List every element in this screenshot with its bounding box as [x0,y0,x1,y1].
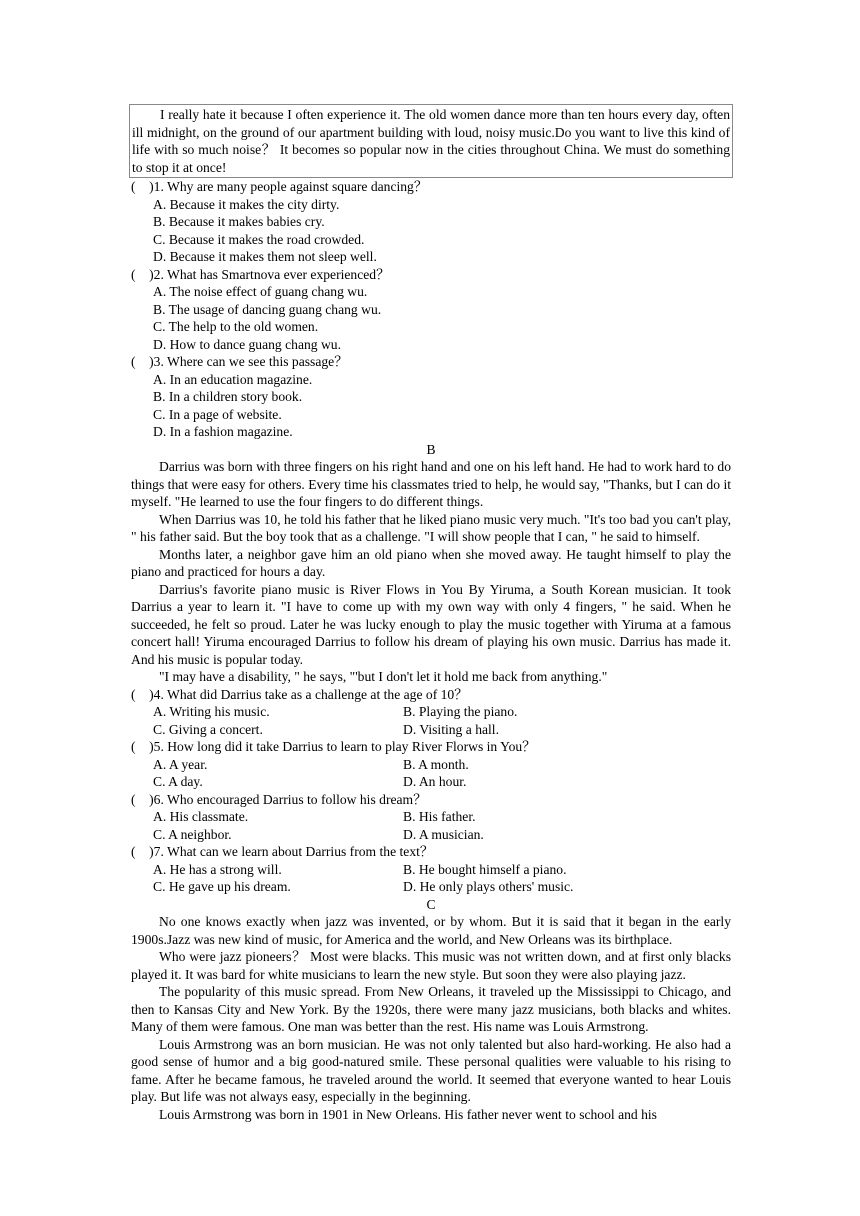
options [131,861,731,896]
option-a: A. Because it makes the city dirty. [153,196,340,212]
paragraph: Darrius was born with three fingers on his right hand and one on his left hand. He had to work hard to do things that were easy for others. Every time his classmates tried to help, he would say, "Thanks, but I can do it myself. "He learned to use the four fingers to do different things. [131,459,731,509]
option-a: A. His classmate. [153,809,249,824]
question-6 [131,791,731,844]
option-d: D. Visiting a hall. [403,721,499,737]
section-b-heading: B [426,441,436,457]
option-c: C. Because it makes the road crowded. [153,231,365,247]
paragraph: Months later, a neighbor gave him an old piano when she moved away. He taught himself to play the piano and practiced for hours a day. [131,546,731,579]
option-b: B. His father. [403,809,476,824]
question-5 [131,738,731,791]
passage-a-box [129,104,733,178]
option-b: B. In a children story book. [153,389,303,404]
option-b: B. A month. [403,756,469,772]
paragraph: Louis Armstrong was an born musician. He was not only talented but also hard-working. He also had a good sense of humor and a big good-natured smile. These personal qualities were valuable to his rising to fame. After he became famous, he traveled around the world. It seemed that everyone wanted to hear Louis play. But life was not always easy, especially in the beginning. [131,1036,731,1104]
option-b: B. He bought himself a piano. [403,861,567,877]
question-stem: ( )2. What has Smartnova ever experienced？ [131,266,390,282]
option-c: C. The help to the old women. [153,319,319,334]
option-c: C. Giving a concert. [153,721,263,737]
option-d: D. Because it makes them not sleep well. [153,249,377,264]
option-d: D. In a fashion magazine. [153,424,293,439]
paragraph: The popularity of this music spread. From New Orleans, it traveled up the Mississippi to Chicago, and then to Kansas City and New York. By the 1920s, there were many jazz musicians, both blacks and whites. Many of them were famous. One man was better than the rest. His name was Louis Armstrong. [131,984,731,1034]
options [131,371,731,441]
option-b: B. The usage of dancing guang chang wu. [153,301,382,317]
section-c-passage [131,913,731,1123]
option-b: B. Playing the piano. [403,704,518,719]
question-3 [131,353,731,441]
options [131,703,731,738]
option-d: D. An hour. [403,774,467,789]
option-a: A. A year. [153,756,208,772]
option-c: C. In a page of website. [153,406,282,422]
option-d: D. A musician. [403,826,484,842]
options [131,808,731,843]
question-stem: ( )4. What did Darrius take as a challenge at the age of 10？ [131,686,468,702]
section-a-questions [131,178,731,441]
question-7 [131,843,731,896]
question-stem: ( )3. Where can we see this passage？ [131,354,348,369]
section-c-heading: C [426,896,436,912]
paragraph: When Darrius was 10, he told his father that he liked piano music very much. "It's too bad you can't play, " his father said. But the boy took that as a challenge. "I will show people that I can, " he said to himself. [131,511,731,544]
option-d: D. He only plays others' music. [403,879,574,894]
paragraph: Darrius's favorite piano music is River Flows in You By Yiruma, a South Korean musician. It took Darrius a year to learn it. "I have to come up with my own way with only 4 fingers, " he said. When he succeeded, he felt so proud. Later he was lucky enough to play the music together with Yiruma at a famous concert hall! Yiruma encouraged Darrius to follow his dream of playing his own music. Darrius has made it. And his music is popular today. [131,581,731,667]
options [131,283,731,353]
options [131,196,731,266]
option-c: C. He gave up his dream. [153,879,291,894]
question-2 [131,266,731,354]
option-c: C. A day. [153,774,203,789]
question-4 [131,686,731,739]
option-c: C. A neighbor. [153,826,232,842]
section-b-passage [131,458,731,686]
option-a: A. He has a strong will. [153,861,282,877]
option-d: D. How to dance guang chang wu. [153,336,341,352]
options [131,756,731,791]
option-b: B. Because it makes babies cry. [153,214,325,229]
question-stem: ( )6. Who encouraged Darrius to follow his dream？ [131,791,427,807]
paragraph: Louis Armstrong was born in 1901 in New Orleans. His father never went to school and his [159,1106,657,1122]
option-a: A. The noise effect of guang chang wu. [153,284,368,299]
paragraph: "I may have a disability, " he says, "'but I don't let it hold me back from anything." [159,669,608,684]
option-a: A. In an education magazine. [153,371,313,387]
question-1 [131,178,731,266]
passage-a-text: I really hate it because I often experience it. The old women dance more than ten hours every day, often ill midnight, on the ground of our apartment building with loud, noisy music.Do you want to live this kind of life with so much noise？ It becomes so popular now in the cities throughout China. We must do something to stop it at once! [132,107,730,175]
question-stem: ( )1. Why are many people against square dancing？ [131,179,428,194]
paragraph: No one knows exactly when jazz was invented, or by whom. But it is said that it began in the early 1900s.Jazz was new kind of music, for America and the world, and New Orleans was its birthplace. [131,914,731,947]
question-stem: ( )5. How long did it take Darrius to learn to play River Florws in You？ [131,739,536,754]
document-page [131,104,731,1123]
section-b-questions [131,686,731,896]
paragraph: Who were jazz pioneers？ Most were blacks. This music was not written down, and at first only blacks played it. It was bard for white musicians to learn the new style. But soon they were also playing jazz. [131,949,731,982]
question-stem: ( )7. What can we learn about Darrius from the text？ [131,844,434,859]
option-a: A. Writing his music. [153,704,270,719]
